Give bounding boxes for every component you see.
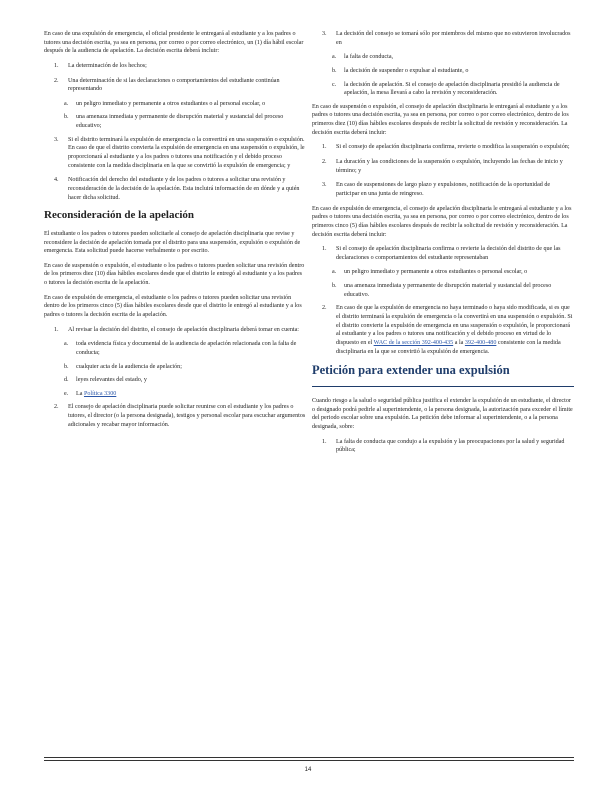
paragraph: Cuando riesgo a la salud o seguridad pública justifica el extender la expulsión de un estudiante, el director o designado podrá pedirle al superintendente, o la persona designada, la autorización para exceder el límite del periodo escolar sobre una expulsión. La petición debe informar al superintendente, o a la persona designada, sobre: <box>312 397 573 430</box>
page-number: 14 <box>304 767 312 773</box>
list-item: 3. Si el distrito terminará la expulsión de emergencia o la convertirá en una suspensión o expulsión. En caso de que el distrito convierta la expulsión de emergencia en una suspensión o expulsión, le proporcionará al estudiante y a los padres o tutores una notificación y el debido proceso consistente con la medida disciplinaria en la que se convirtió la expulsión de emergencia; y <box>54 136 305 169</box>
list-item: 2. El consejo de apelación disciplinaria puede solicitar reunirse con el estudiante y los padres o tutores, el director (o la persona designada), testigos y personal escolar para escuchar argumentos adicionales y recabar mayor información. <box>54 404 306 428</box>
footer-rule <box>44 757 574 758</box>
sub-list-item: a. un peligro inmediato y permanente a otros estudiantes o personal escolar, o <box>332 269 528 276</box>
wac-link-2[interactable]: 392-400-480 <box>464 339 497 346</box>
paragraph: En caso de suspensión o expulsión, el consejo de apelación disciplinaria le entregará al estudiante y a los padres o tutores una decisión escrita, ya sea en persona, por correo o por correo electrónico, dentro de los primeros diez (10) días hábiles escolares después de recibir la solicitud de revisión y reconsideración. La decisión escrita deberá incluir: <box>312 103 569 136</box>
list-item: 4. Notificación del derecho del estudiante y de los padres o tutores a solicitar una revisión y reconsideración de la decisión de la apelación. Esta incluirá información de en dónde y a quién hacer dicha solicitud. <box>54 177 300 201</box>
right-column <box>312 30 574 461</box>
list-item: 3. En caso de suspensiones de largo plazo y expulsiones, notificación de la oportunidad de participar en una junta de reingreso. <box>322 182 551 197</box>
policy-link[interactable]: Política 3300 <box>83 390 117 397</box>
sub-list-item: b. una amenaza inmediata y permanente de disrupción material y sustancial del proceso educativo; <box>64 114 284 130</box>
list-item: 1. Si el consejo de apelación disciplinaria confirma o revierte la decisión del distrito de que las declaraciones o comportamientos del estudiante representaban <box>322 246 561 261</box>
list-item: 1. Si el consejo de apelación disciplinaria confirma, revierte o modifica la suspensión o expulsión; <box>322 144 570 151</box>
list-item: 2. La duración y las condiciones de la suspensión o expulsión, incluyendo las fechas de inicio y término; y <box>322 159 563 174</box>
list-item: 3. La decisión del consejo se tomará sólo por miembros del mismo que no estuvieron involucrados en <box>322 31 571 46</box>
sub-list-item: b. una amenaza inmediata y permanente de disrupción material y sustancial del proceso educativo. <box>332 283 552 298</box>
list-item: 1. La falta de conducta que condujo a la expulsión y las preocupaciones por la salud y seguridad pública; <box>322 438 565 454</box>
section-heading: Petición para extender una expulsión <box>312 363 510 378</box>
list-item: 2. En caso de que la expulsión de emergencia no haya terminado o haya sido modificada, si es que el distrito terminará la expulsión de emergencia o la convertirá en una suspensión o expulsión. Si el distrito convierte la expulsión de emergencia en una suspensión o expulsión, le proporcionará al estudiante y a los padres o tutores una notificación y el debido proceso en virtud de lo dispuesto en el WAC de la sección 392-400-435 a la 392-400-480 consistente con la medida disciplinaria en la que se convirtió la expulsión de emergencia. <box>322 305 573 355</box>
list-item: 2. Una determinación de si las declaraciones o comportamientos del estudiante continúan representando <box>54 77 280 93</box>
sub-list-item: a. toda evidencia física y documental de la audiencia de apelación relacionada con la falta de conducta; <box>64 341 297 356</box>
sub-list-item: d. leyes relevantes del estado, y <box>64 377 147 384</box>
list-item: 1. La determinación de los hechos; <box>54 62 147 69</box>
sub-list-item: b. cualquier acta de la audiencia de apelación; <box>64 363 182 370</box>
intro-paragraph: En caso de una expulsión de emergencia, el oficial presidente le entregará al estudiante y a los padres o tutores una decisión escrita, ya sea en persona, por correo o por correo electrónico, un (1) día hábil escolar después de la audiencia de apelación. La decisión escrita deberá incluir: <box>44 31 304 55</box>
wac-link[interactable]: WAC de la sección 392-400-435 <box>373 339 454 346</box>
paragraph: En caso de expulsión de emergencia, el consejo de apelación disciplinaria le entregará al estudiante y a los padres o tutores una decisión escrita, ya sea en persona, por correo o por correo electrónico, dentro de los primeros cinco (5) días hábiles escolares después de recibir la solicitud de revisión y reconsideración. La decisión escrita deberá incluir: <box>312 205 572 238</box>
list-item: 1. Al revisar la decisión del distrito, el consejo de apelación disciplinaria deberá tomar en cuenta: <box>54 326 299 333</box>
paragraph: El estudiante o los padres o tutores pueden solicitarle al consejo de apelación disciplinaria que revise y reconsidere la decisión de apelación tomada por el distrito para una suspensión, expulsión o expulsión de emergencia. Esta solicitud puede hacerse verbalmente o por escrito. <box>44 230 301 255</box>
sub-list-item: c. la decisión de apelación. Si el consejo de apelación disciplinaria presidió la audiencia de apelación, la mesa llevará a cabo la revisión y reconsideración. <box>332 81 560 97</box>
footer-rule <box>44 760 574 761</box>
sub-list-item: a. la falta de conducta, <box>332 54 394 61</box>
section-heading: Reconsideración de la apelación <box>44 209 195 222</box>
sub-list-item: e. La Política 3300 <box>64 390 117 397</box>
paragraph: En caso de suspensión o expulsión, el estudiante o los padres o tutores pueden solicitar una revisión dentro de los primeros diez (10) días hábiles escolares desde que el distrito le entregó al estudiante y a los padres o tutores la decisión escrita de la apelación. <box>44 262 305 287</box>
heading-rule <box>312 386 574 387</box>
left-column <box>44 30 306 435</box>
paragraph: En caso de expulsión de emergencia, el estudiante o los padres o tutores pueden solicitar una revisión dentro de los primeros cinco (5) días hábiles escolares desde que el distrito le entregó al estudiante y a los padres o tutores la decisión escrita de la apelación. <box>44 294 302 318</box>
sub-list-item: a. un peligro inmediato y permanente a otros estudiantes o al personal escolar, o <box>64 100 266 107</box>
sub-list-item: b. la decisión de suspender o expulsar al estudiante, o <box>332 67 469 74</box>
